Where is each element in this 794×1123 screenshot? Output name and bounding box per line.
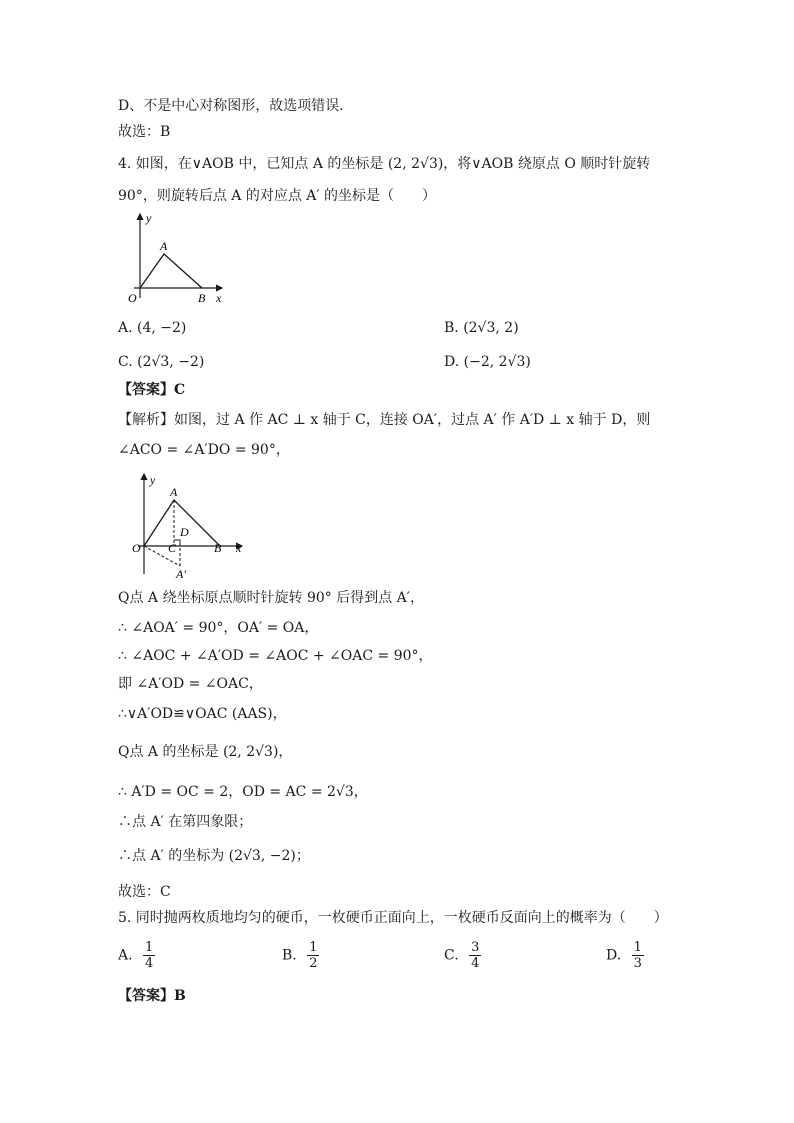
q5-option-a-fraction	[143, 940, 155, 971]
triangle-aob	[144, 500, 220, 546]
label-y: y	[146, 211, 152, 225]
q5-option-d[interactable]	[606, 940, 644, 971]
q4-option-b[interactable]: B. (2√3, 2)	[444, 320, 519, 336]
q5-option-c[interactable]	[444, 940, 481, 971]
q5-option-c-letter: C.	[444, 947, 459, 964]
label-b: B	[198, 291, 206, 305]
q5-option-d-letter: D.	[606, 947, 622, 964]
label-x: x	[236, 541, 242, 555]
q4-analysis-line1: 【解析】如图，过 A 作 AC ⊥ x 轴于 C，连接 OA′，过点 A′ 作 A′D ⊥ x 轴于 D，则	[118, 412, 651, 428]
q4-step-3: ∴ ∠AOC + ∠A′OD = ∠AOC + ∠OAC = 90°，	[118, 648, 433, 664]
fraction-numerator: 1	[309, 940, 318, 955]
q4-figure-1	[118, 208, 238, 308]
fraction-denominator: 4	[471, 956, 480, 971]
q4-step-5: ∴∨A′OD≌∨OAC (AAS)，	[118, 706, 287, 722]
q4-answer: 【答案】C	[118, 382, 186, 398]
label-o: O	[132, 541, 141, 555]
q5-option-b[interactable]	[282, 940, 319, 971]
q4-step-4: 即 ∠A′OD = ∠OAC，	[118, 676, 263, 692]
fraction-denominator: 3	[633, 956, 642, 971]
fraction-numerator: 1	[145, 940, 154, 955]
q5-option-a-letter: A.	[118, 947, 133, 964]
q4-stem-line2: 90°，则旋转后点 A 的对应点 A′ 的坐标是（ ）	[118, 188, 437, 204]
q4-figure-2	[124, 470, 254, 582]
q4-step-9: ∴点 A′ 的坐标为 (2√3, −2)；	[118, 848, 310, 864]
q4-step-8: ∴点 A′ 在第四象限；	[118, 814, 253, 830]
label-b: B	[214, 541, 222, 555]
q4-step-1: Q点 A 绕坐标原点顺时针旋转 90° 后得到点 A′，	[118, 590, 424, 606]
fraction-numerator: 3	[471, 940, 480, 955]
label-c: C	[168, 541, 177, 555]
q5-option-b-letter: B.	[282, 947, 297, 964]
q4-step-2: ∴ ∠AOA′ = 90°，OA′ = OA，	[118, 620, 319, 636]
q5-option-d-fraction	[632, 940, 644, 971]
fraction-denominator: 2	[309, 956, 318, 971]
fraction-denominator: 4	[145, 956, 154, 971]
q5-option-b-fraction	[307, 940, 319, 971]
q5-option-c-fraction	[469, 940, 481, 971]
q5-stem: 5. 同时抛两枚质地均匀的硬币，一枚硬币正面向上，一枚硬币反面向上的概率为（ ）	[118, 910, 668, 926]
fraction-numerator: 1	[633, 940, 642, 955]
prev-option-d: D、不是中心对称图形，故选项错误．	[118, 98, 354, 114]
label-a: A	[160, 239, 168, 253]
q4-option-d[interactable]: D. (−2, 2√3)	[444, 354, 531, 370]
q4-option-c[interactable]: C. (2√3, −2)	[118, 354, 205, 370]
label-x: x	[216, 291, 222, 305]
q4-stem-line1: 4. 如图，在∨AOB 中，已知点 A 的坐标是 (2, 2√3)，将∨AOB 绕原点 O 顺时针旋转	[118, 156, 651, 172]
label-y: y	[150, 473, 156, 487]
triangle-aob	[140, 254, 202, 288]
q4-step-7: ∴ A′D = OC = 2，OD = AC = 2√3，	[118, 784, 368, 800]
prev-answer: 故选：B	[118, 124, 171, 140]
q4-step-10: 故选：C	[118, 884, 171, 900]
q5-option-a[interactable]	[118, 940, 155, 971]
q5-answer: 【答案】B	[118, 988, 186, 1004]
q4-analysis-line2: ∠ACO = ∠A′DO = 90°，	[118, 442, 290, 458]
label-a: A	[170, 485, 178, 499]
q4-step-6: Q点 A 的坐标是 (2, 2√3)，	[118, 744, 293, 760]
label-a-prime: A′	[176, 567, 186, 581]
label-o: O	[128, 291, 137, 305]
q4-option-a[interactable]: A. (4, −2)	[118, 320, 187, 336]
label-d: D	[180, 525, 189, 539]
